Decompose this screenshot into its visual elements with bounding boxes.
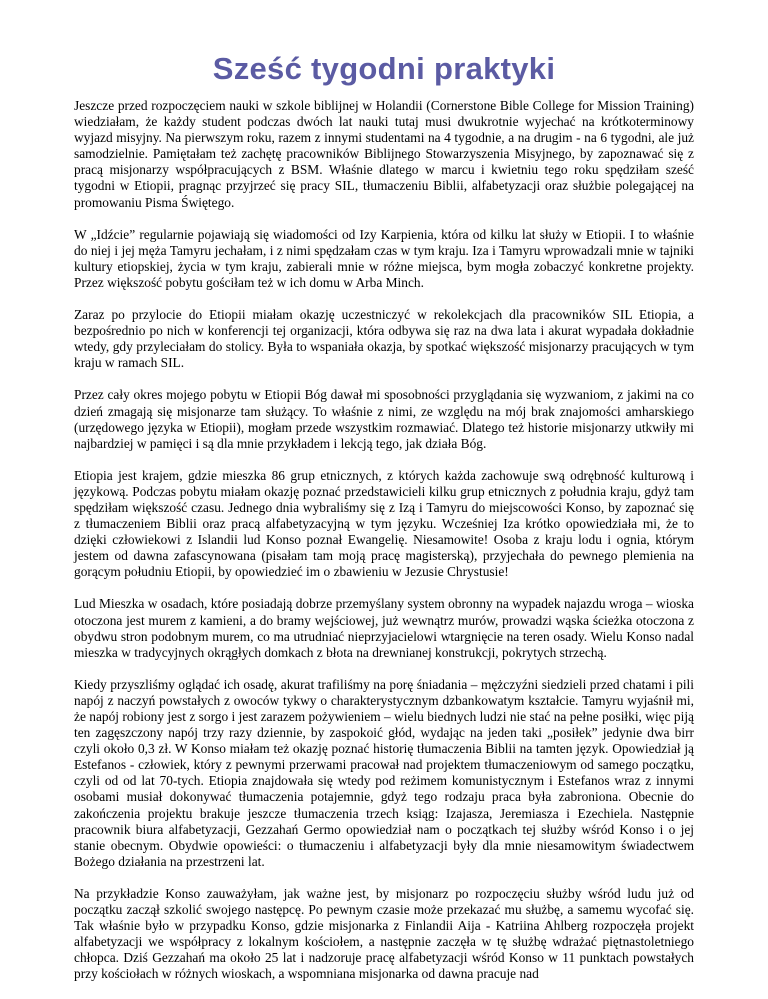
paragraph: Etiopia jest krajem, gdzie mieszka 86 grup etnicznych, z których każda zachowuje swą odrębność kulturową i językową. Podczas pobytu miałam okazję poznać przedstawicieli kilku grup etnicznych z południa kraju, gdyż tam spędziłam większość czasu. Jednego dnia wybraliśmy się z Izą i Tamyru do miejscowości Konso, by zapoznać się z tłumaczeniem Biblii oraz pracą alfabetyzacyjną w tym języku. Wcześniej Iza krótko opowiedziała mi, że to dzięki człowiekowi z Islandii lud Konso poznał Ewangelię. Niesamowite! Osoba z kraju lodu i ognia, którym jestem od dawna zafascynowana (pisałam tam moją pracę magisterską), przyjechała do pewnego plemienia na gorącym południu Etiopii, by opowiedzieć im o zbawieniu w Jezusie Chrystusie! bbox=[74, 467, 694, 580]
paragraph: W „Idźcie” regularnie pojawiają się wiadomości od Izy Karpienia, która od kilku lat służy w Etiopii. I to właśnie do niej i jej męża Tamyru jechałam, i z nimi spędzałam czas w tym kraju. Iza i Tamyru wprowadzali mnie w tajniki kultury etiopskiej, życia w tym kraju, zabierali mnie w różne miejsca, bym mogła zobaczyć konkretne projekty. Przez większość pobytu gościłam też w ich domu w Arba Minch. bbox=[74, 226, 694, 290]
document-body bbox=[74, 98, 694, 983]
paragraph: Kiedy przyszliśmy oglądać ich osadę, akurat trafiliśmy na porę śniadania – mężczyźni siedzieli przed chatami i pili napój z naczyń powstałych z owoców tykwy o charakterystycznym dzbankowatym kształcie. Tamyru wyjaśnił mi, że napój robiony jest z sorgo i jest zarazem pożywieniem – wielu biednych ludzi nie stać na pełne posiłki, więc piją ten zagęszczony napój trzy razy dziennie, by zaspokoić głód, wydając na jeden taki „posiłek” jedynie dwa birr czyli około 0,3 zł. W Konso miałam też okazję poznać historię tłumaczenia Biblii na tamten język. Opowiedział ją Estefanos - człowiek, który z pewnymi przerwami pracował nad projektem tłumaczeniowym od samego początku, czyli od od lat 70-tych. Etiopia znajdowała się wtedy pod reżimem komunistycznym i Estefanos wraz z innymi osobami musiał dokonywać tłumaczenia potajemnie, gdyż tego rodzaju praca była zabroniona. Obecnie do zakończenia projektu brakuje jeszcze tłumaczenia trzech ksiąg: Izajasza, Jeremiasza i Ezechiela. Następnie pracownik biura alfabetyzacji, Gezzahań Germo opowiedział nam o początkach tej służby wśród Konso i o jej stanie obecnym. Obydwie opowieści: o tłumaczeniu i alfabetyzacji były dla mnie niesamowitym świadectwem Bożego działania na przestrzeni lat. bbox=[74, 676, 694, 869]
paragraph: Przez cały okres mojego pobytu w Etiopii Bóg dawał mi sposobności przyglądania się wyzwaniom, z jakimi na co dzień zmagają się misjonarze tam służący. To właśnie z nimi, ze względu na mój brak znajomości amharskiego (urzędowego języka w Etiopii), mogłam przede wszystkim rozmawiać. Dlatego też historie misjonarzy utkwiły mi najbardziej w pamięci i są dla mnie przykładem i lekcją tego, jak działa Bóg. bbox=[74, 387, 694, 451]
document-page bbox=[74, 0, 694, 999]
paragraph: Zaraz po przylocie do Etiopii miałam okazję uczestniczyć w rekolekcjach dla pracowników SIL Etiopia, a bezpośrednio po nich w konferencji tej organizacji, która odbywa się raz na dwa lata i akurat wypadała dokładnie wtedy, gdy przyleciałam do stolicy. Była to wspaniała okazja, by spotkać większość misjonarzy pracujących w tym kraju w ramach SIL. bbox=[74, 307, 694, 371]
paragraph: Lud Mieszka w osadach, które posiadają dobrze przemyślany system obronny na wypadek najazdu wroga – wioska otoczona jest murem z kamieni, a do bramy wejściowej, już wewnątrz murów, prowadzi wąska ścieżka otoczona z obydwu stron podobnym murem, co ma utrudniać nieprzyjacielowi wtargnięcie na teren osady. Wielu Konso nadal mieszka w tradycyjnych okrągłych domkach z błota na drewnianej konstrukcji, pokrytych strzechą. bbox=[74, 596, 694, 660]
paragraph: Na przykładzie Konso zauważyłam, jak ważne jest, by misjonarz po rozpoczęciu służby wśród ludu już od początku zaczął szkolić swojego następcę. Po pewnym czasie może przekazać mu służbę, a samemu wycofać się. Tak właśnie było w przypadku Konso, gdzie misjonarka z Finlandii Aija - Katriina Ahlberg rozpoczęła projekt alfabetyzacji we współpracy z lokalnym kościołem, a następnie zaczęła w tę służbę wdrażać piętnastoletniego chłopca. Dziś Gezzahań ma około 25 lat i nadzoruje pracę alfabetyzacji wśród Konso w 11 punktach powstałych przy kościołach w różnych wioskach, a wspomniana misjonarka od dawna pracuje nad bbox=[74, 885, 694, 982]
document-title: Sześć tygodni praktyki bbox=[212, 51, 556, 86]
paragraph: Jeszcze przed rozpoczęciem nauki w szkole biblijnej w Holandii (Cornerstone Bible College for Mission Training) wiedziałam, że każdy student podczas dwóch lat nauki tutaj musi dwukrotnie wyjechać na krótkoterminowy wyjazd misyjny. Na pierwszym roku, razem z innymi studentami na 4 tygodnie, a na drugim - na 6 tygodni, ale już samodzielnie. Pamiętałam też zachętę pracowników Biblijnego Stowarzyszenia Misyjnego, by zapoznawać się z pracą misjonarzy współpracujących z BSM. Właśnie dlatego w marcu i kwietniu tego roku spędziłam sześć tygodni w Etiopii, pragnąc przyjrzeć się pracy SIL, tłumaczeniu Biblii, alfabetyzacji oraz służbie polegającej na promowaniu Pisma Świętego. bbox=[74, 98, 694, 210]
